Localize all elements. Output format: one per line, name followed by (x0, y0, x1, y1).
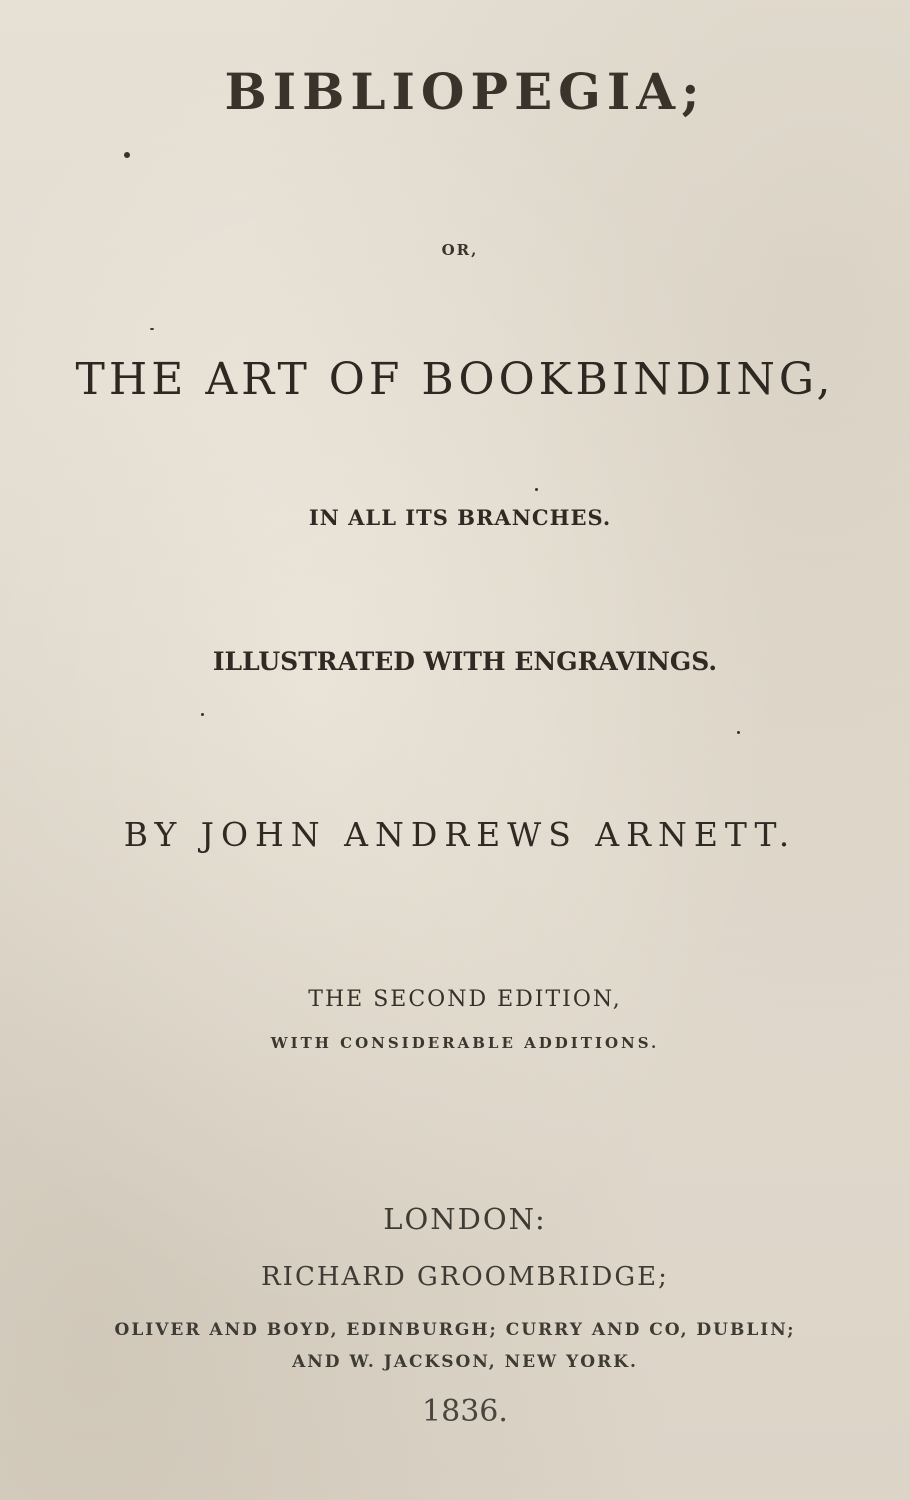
imprint-publisher: RICHARD GROOMBRIDGE; (261, 1262, 669, 1292)
edition-note: WITH CONSIDERABLE ADDITIONS. (270, 1034, 660, 1052)
edition-line: THE SECOND EDITION, (308, 987, 622, 1012)
imprint-distributors-line-1: OLIVER AND BOYD, EDINBURGH; CURRY AND CO, DUBLIN; (114, 1320, 796, 1340)
paper-speck (150, 328, 154, 330)
imprint-distributors-line-2: AND W. JACKSON, NEW YORK. (292, 1352, 638, 1372)
illustrations-line: ILLUSTRATED WITH ENGRAVINGS. (212, 647, 718, 676)
scope-line: IN ALL ITS BRANCHES. (308, 505, 612, 530)
paper-speck (737, 731, 740, 734)
imprint-year: 1836. (422, 1394, 508, 1429)
title-conjunction: OR, (441, 241, 479, 259)
book-subtitle: THE ART OF BOOKBINDING, (75, 354, 835, 405)
author-line: BY JOHN ANDREWS ARNETT. (123, 815, 797, 854)
paper-speck (201, 713, 204, 716)
paper-speck (124, 152, 130, 158)
book-title: BIBLIOPEGIA; (224, 62, 706, 121)
paper-speck (535, 488, 538, 491)
imprint-city: LONDON: (383, 1202, 547, 1236)
